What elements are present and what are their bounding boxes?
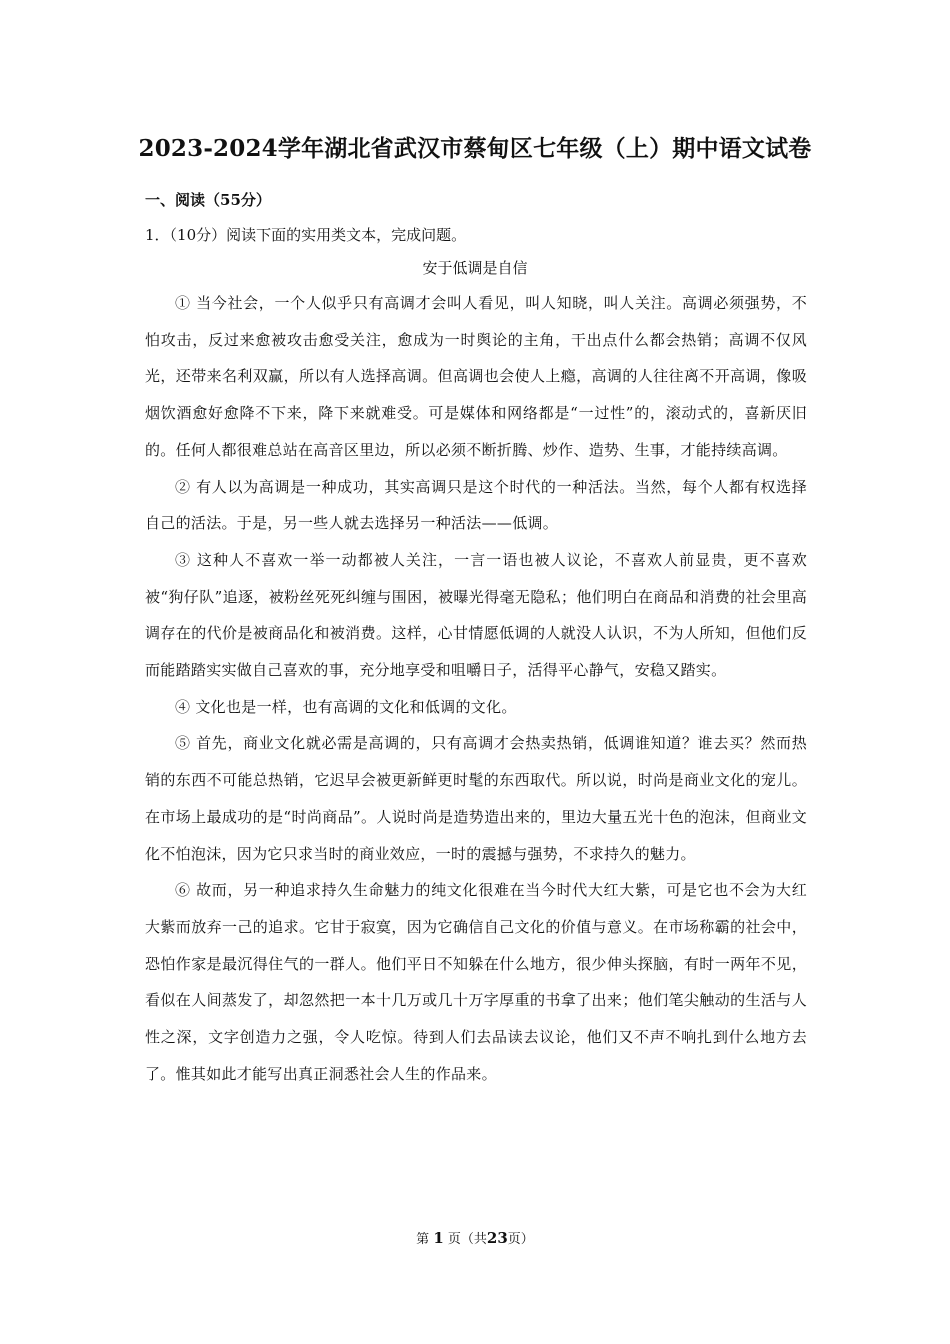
- paragraph-3: ③ 这种人不喜欢一举一动都被人关注，一言一语也被人议论，不喜欢人前显贵，更不喜欢被“狗仔队”追逐，被粉丝死死纠缠与围困，被曝光得毫无隐私；他们明白在商品和消费的社会里高调存在的代价是被商品化和被消费。这样，心甘情愿低调的人就没人认识，不为人所知，但他们反而能踏踏实实做自己喜欢的事，充分地享受和咀嚼日子，活得平心静气，安稳又踏实。: [145, 550, 807, 680]
- paragraph-6: ⑥ 故而，另一种追求持久生命魅力的纯文化很难在当今时代大红大紫，可是它也不会为大红大紫而放弃一己的追求。它甘于寂寞，因为它确信自己文化的价值与意义。在市场称霸的社会中，恐怕作家是最沉得住气的一群人。他们平日不知躲在什么地方，很少伸头探脑，有时一两年不见，看似在人间蒸发了，却忽然把一本十几万或几十万字厚重的书拿了出来；他们笔尖触动的生活与人性之深，文字创造力之强，令人吃惊。待到人们去品读去议论，他们又不声不响扎到什么地方去了。惟其如此才能写出真正洞悉社会人生的作品来。: [145, 881, 807, 1083]
- paragraph-5: ⑤ 首先，商业文化就必需是高调的，只有高调才会热卖热销，低调谁知道？谁去买？然而热销的东西不可能总热销，它迟早会被更新鲜更时髦的东西取代。所以说，时尚是商业文化的宠儿。在市场上最成功的是“时尚商品”。人说时尚是造势造出来的，里边大量五光十色的泡沫，但商业文化不怕泡沫，因为它只求当时的商业效应，一时的震撼与强势，不求持久的魅力。: [145, 734, 807, 863]
- paragraph-4: ④ 文化也是一样，也有高调的文化和低调的文化。: [175, 697, 517, 716]
- page-number: 1: [433, 1229, 444, 1247]
- question-intro: 1．（10分）阅读下面的实用类文本，完成问题。: [145, 226, 467, 244]
- paragraph-1: ① 当今社会，一个人似乎只有高调才会叫人看见，叫人知晓，叫人关注。高调必须强势，不怕攻击，反过来愈被攻击愈受关注，愈成为一时舆论的主角，干出点什么都会热销；高调不仅风光，还带来名利双赢，所以有人选择高调。但高调也会使人上瘾，高调的人往往离不开高调，像吸烟饮酒愈好愈降不下来，降下来就难受。可是媒体和网络都是“一过性”的，滚动式的，喜新厌旧的。任何人都很难总站在高音区里边，所以必须不断折腾、炒作、造势、生事，才能持续高调。: [145, 294, 807, 459]
- exam-title: 2023-2024学年湖北省武汉市蔡甸区七年级（上）期中语文试卷: [138, 135, 812, 162]
- passage-title: 安于低调是自信: [422, 259, 528, 277]
- footer-suffix: 页）: [507, 1232, 534, 1247]
- footer-middle: 页（共: [447, 1232, 487, 1247]
- passage-body: [145, 285, 807, 1092]
- page-footer: [0, 1228, 950, 1250]
- paragraph-2: ② 有人以为高调是一种成功，其实高调只是这个时代的一种活法。当然，每个人都有权选择自己的活法。于是，另一些人就去选择另一种活法——低调。: [145, 477, 807, 533]
- section-heading: 一、阅读（55分）: [145, 191, 271, 209]
- page-total: 23: [486, 1229, 508, 1247]
- footer-prefix: 第: [416, 1232, 430, 1247]
